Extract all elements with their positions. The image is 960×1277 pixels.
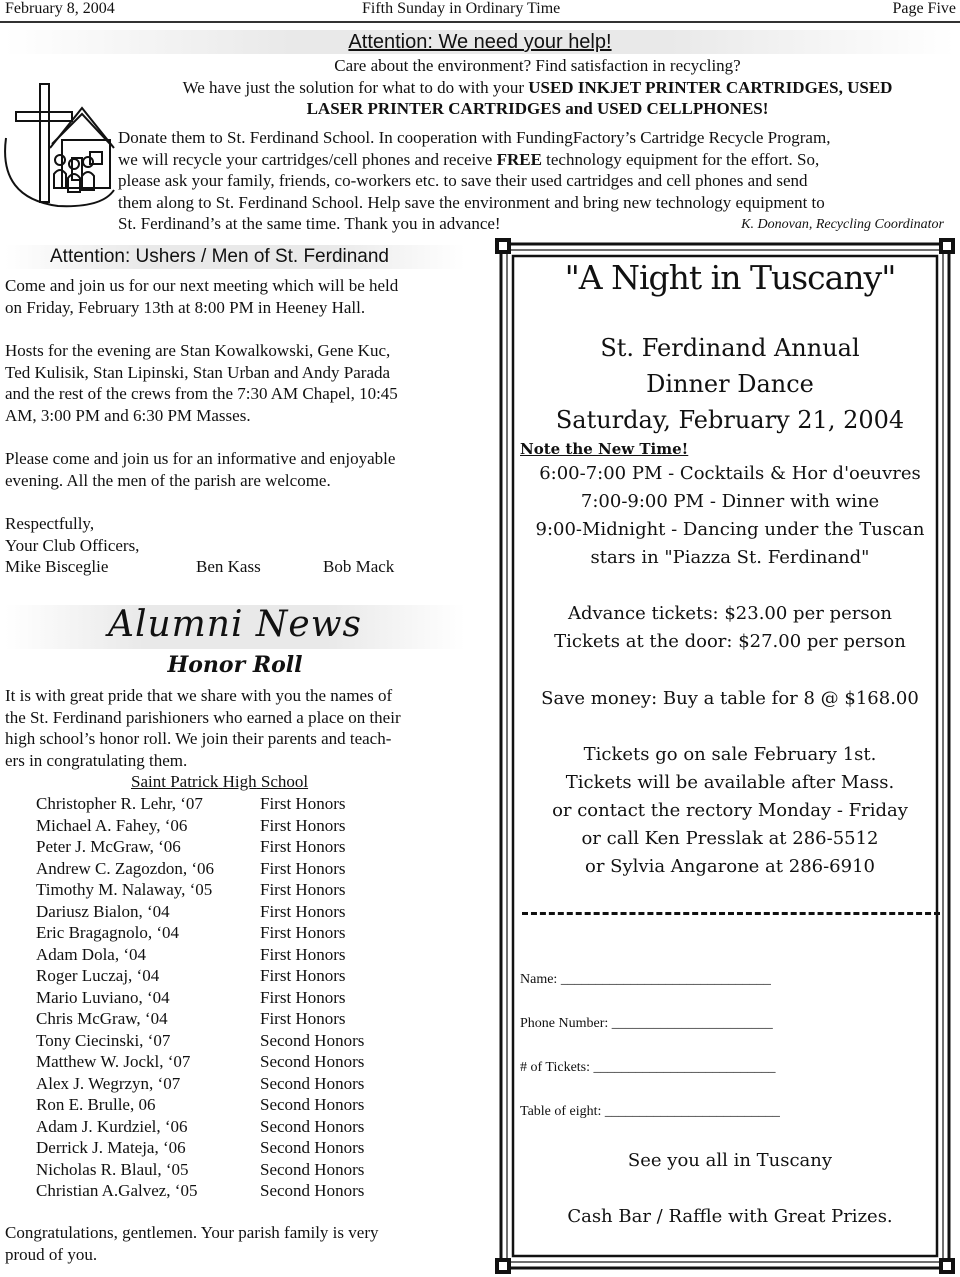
ushers-text: evening. All the men of the parish are welcome. (5, 470, 331, 490)
student-name: Adam J. Kurdziel, ‘06 (36, 1116, 188, 1136)
student-honor: First Honors (260, 987, 346, 1007)
student-name: Christian A.Galvez, ‘05 (36, 1181, 198, 1200)
honor-roll-row (36, 1051, 364, 1073)
honor-roll-row (36, 858, 345, 880)
student-honor: Second Honors (260, 1138, 365, 1157)
name-field[interactable]: Name: ______________________________ (520, 972, 771, 987)
ticket-price-line: Tickets at the door: $27.00 per person (554, 631, 906, 652)
recycling-para-line: St. Ferdinand’s at the same time. Thank you in advance! K. Donovan, Recycling Coordinator (118, 213, 960, 235)
recycling-line-2: We have just the solution for what to do with your USED INKJET PRINTER CARTRIDGES, USED (182, 77, 893, 97)
alumni-text: Congratulations, gentlemen. Your parish family is very (5, 1223, 379, 1242)
sales-line: or Sylvia Angarone at 286-6910 (585, 856, 875, 877)
recycling-signature: K. Donovan, Recycling Coordinator (741, 217, 944, 232)
student-honor: First Honors (260, 815, 346, 835)
page-header (0, 0, 960, 20)
table-of-eight-field[interactable]: Table of eight: _________________________ (520, 1104, 780, 1119)
phone-field[interactable]: Phone Number: _______________________ (520, 1016, 773, 1031)
student-honor: First Honors (260, 880, 346, 899)
honor-roll-row (36, 1159, 364, 1181)
recycling-line-1: Care about the environment? Find satisfaction in recycling? (334, 56, 741, 75)
ticket-price-line: Advance tickets: $23.00 per person (567, 603, 892, 624)
honor-roll-row (36, 815, 345, 837)
student-name: Peter J. McGraw, ‘06 (36, 837, 181, 856)
recycling-para-line: please ask your family, friends, co-workers etc. to save their used cartridges and cell phones and send (118, 171, 808, 190)
page-number: Page Five (892, 0, 956, 17)
alumni-intro (5, 685, 475, 771)
honor-roll-row (36, 1094, 364, 1116)
student-name: Eric Bragagnolo, ‘04 (36, 923, 180, 942)
cut-line (522, 912, 940, 915)
table-offer: Save money: Buy a table for 8 @ $168.00 (541, 688, 919, 709)
school-name: Saint Patrick High School (131, 772, 309, 791)
tuscany-schedule (515, 460, 945, 572)
honor-roll-row (36, 965, 345, 987)
student-name: Andrew C. Zagozdon, ‘06 (36, 858, 214, 878)
honor-roll-row (36, 1073, 364, 1095)
student-honor: First Honors (260, 901, 346, 921)
schedule-line: 6:00-7:00 PM - Cocktails & Hor d'oeuvres (539, 463, 921, 484)
student-honor: Second Honors (260, 1073, 365, 1093)
student-name: Christopher R. Lehr, ‘07 (36, 794, 203, 813)
honor-roll-row (36, 1116, 364, 1138)
honor-roll-row (36, 901, 345, 923)
student-honor: Second Honors (260, 1181, 365, 1200)
student-honor: First Honors (260, 966, 346, 985)
student-name: Alex J. Wegrzyn, ‘07 (36, 1073, 181, 1093)
student-honor: First Honors (260, 944, 346, 964)
student-honor: Second Honors (260, 1159, 365, 1179)
alumni-title: Alumni News (107, 604, 363, 645)
ushers-text: Ted Kulisik, Stan Lipinski, Stan Urban and Andy Parada (5, 362, 391, 382)
student-name: Adam Dola, ‘04 (36, 944, 147, 964)
ticket-prices (515, 600, 945, 656)
sales-line: Tickets will be available after Mass. (565, 772, 895, 793)
tuscany-title: "A Night in Tuscany" (564, 258, 896, 297)
honor-roll-subtitle: Honor Roll (167, 652, 303, 678)
student-name: Michael A. Fahey, ‘06 (36, 815, 188, 835)
recycling-para-line: Donate them to St. Ferdinand School. In cooperation with FundingFactory’s Cartridge Recycle Program, (118, 128, 831, 147)
ushers-body (5, 275, 475, 578)
student-honor: First Honors (260, 1009, 346, 1028)
student-name: Roger Luczaj, ‘04 (36, 966, 160, 985)
recycling-body (118, 127, 960, 235)
tickets-count-field[interactable]: # of Tickets: __________________________ (520, 1060, 776, 1075)
student-name: Matthew W. Jockl, ‘07 (36, 1052, 191, 1071)
signer: Mike Bisceglie (5, 557, 109, 576)
recycling-para-line: them along to St. Ferdinand School. Help save the environment and bring new technology equipment to (118, 192, 825, 212)
student-honor: Second Honors (260, 1116, 365, 1136)
extras-line: Cash Bar / Raffle with Great Prizes. (567, 1206, 893, 1227)
signer: Bob Mack (323, 557, 395, 576)
ushers-text: AM, 3:00 PM and 6:30 PM Masses. (5, 405, 251, 425)
issue-date: February 8, 2004 (5, 0, 115, 17)
signer: Ben Kass (196, 557, 261, 576)
schedule-line: 9:00-Midnight - Dancing under the Tuscan (535, 519, 925, 540)
ushers-text: and the rest of the crews from the 7:30 AM Chapel, 10:45 (5, 384, 398, 403)
student-name: Derrick J. Mateja, ‘06 (36, 1138, 186, 1157)
sales-line: or contact the rectory Monday - Friday (552, 800, 908, 821)
alumni-text: ers in congratulating them. (5, 750, 188, 770)
student-honor: Second Honors (260, 1095, 365, 1114)
event-line: Saturday, February 21, 2004 (555, 406, 905, 434)
student-honor: First Honors (260, 837, 346, 856)
student-name: Ron E. Brulle, 06 (36, 1095, 156, 1114)
honor-roll-row (36, 944, 345, 966)
recycling-intro (120, 55, 955, 120)
tuscany-event (515, 330, 945, 438)
ushers-signers (5, 556, 475, 578)
ushers-title: Attention: Ushers / Men of St. Ferdinand (50, 246, 390, 267)
honor-roll-row (36, 1180, 364, 1202)
sales-line: Tickets go on sale February 1st. (583, 744, 877, 765)
honor-roll-row (36, 1137, 364, 1159)
student-honor: First Honors (260, 923, 346, 942)
student-honor: First Honors (260, 858, 346, 878)
ticket-sales-info (515, 741, 945, 881)
honor-roll-row (36, 1030, 364, 1052)
student-honor: First Honors (260, 794, 346, 813)
event-line: Dinner Dance (646, 370, 814, 398)
ushers-text: Please come and join us for an informative and enjoyable (5, 449, 396, 468)
student-name: Mario Luviano, ‘04 (36, 987, 170, 1007)
ushers-text: on Friday, February 13th at 8:00 PM in Heeney Hall. (5, 297, 366, 317)
student-honor: Second Honors (260, 1030, 365, 1050)
alumni-text: proud of you. (5, 1244, 98, 1264)
recycling-line-3: LASER PRINTER CARTRIDGES and USED CELLPHONES! (306, 99, 769, 118)
student-name: Timothy M. Nalaway, ‘05 (36, 880, 213, 899)
student-honor: Second Honors (260, 1052, 365, 1071)
student-name: Chris McGraw, ‘04 (36, 1009, 168, 1028)
alumni-text: high school’s honor roll. We join their parents and teach- (5, 729, 392, 748)
student-name: Tony Ciecinski, ‘07 (36, 1030, 171, 1050)
honor-roll-row (36, 922, 345, 944)
header-rule (0, 21, 960, 23)
schedule-line: 7:00-9:00 PM - Dinner with wine (580, 491, 880, 512)
honor-roll-row (36, 879, 345, 901)
ushers-text: Hosts for the evening are Stan Kowalkowski, Gene Kuc, (5, 341, 391, 360)
liturgical-day: Fifth Sunday in Ordinary Time (362, 0, 561, 17)
honor-roll-row (36, 1008, 345, 1030)
honor-roll-row (36, 836, 345, 858)
note-new-time: Note the New Time! (520, 440, 689, 458)
alumni-closing (5, 1222, 475, 1265)
honor-roll-row (36, 987, 345, 1009)
ushers-text: Come and join us for our next meeting which will be held (5, 276, 399, 295)
event-line: St. Ferdinand Annual (600, 334, 860, 362)
farewell-line: See you all in Tuscany (627, 1150, 833, 1171)
recycling-title: Attention: We need your help! (348, 31, 612, 53)
sales-line: or call Ken Presslak at 286-5512 (581, 828, 879, 849)
student-name: Nicholas R. Blaul, ‘05 (36, 1159, 189, 1179)
student-name: Dariusz Bialon, ‘04 (36, 901, 170, 921)
alumni-text: It is with great pride that we share with you the names of (5, 686, 393, 705)
alumni-text: the St. Ferdinand parishioners who earned a place on their (5, 707, 401, 727)
schedule-line: stars in "Piazza St. Ferdinand" (590, 547, 870, 568)
recycling-free-line: we will recycle your cartridges/cell phones and receive FREE technology equipment for the effort. So, (118, 149, 820, 169)
ushers-closing: Respectfully, (5, 514, 95, 533)
ushers-closing: Your Club Officers, (5, 535, 140, 555)
church-cross-icon (2, 78, 120, 210)
honor-roll-row (36, 793, 345, 815)
